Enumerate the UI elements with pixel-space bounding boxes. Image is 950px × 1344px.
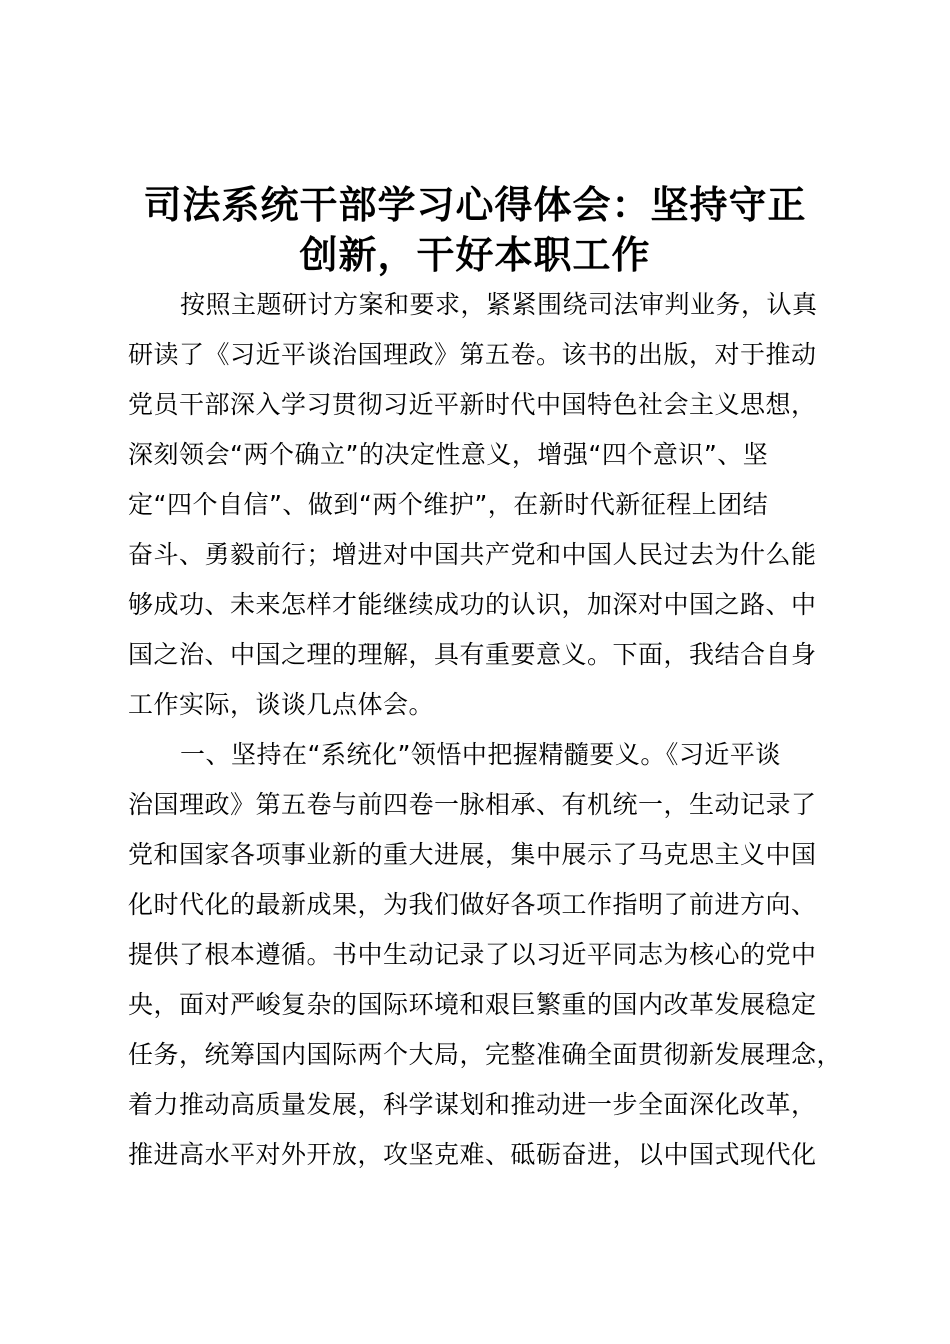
- paragraph-2-line: 央，面对严峻复杂的国际环境和艰巨繁重的国内改革发展稳定: [128, 990, 817, 1019]
- paragraph-2-line: 治国理政》第五卷与前四卷一脉相承、有机统一，生动记录了: [128, 790, 817, 819]
- paragraph-2-line: 一、坚持在“系统化”领悟中把握精髓要义。《习近平谈: [180, 740, 781, 769]
- paragraph-1-line: 工作实际，谈谈几点体会。: [128, 690, 435, 719]
- paragraph-1-line: 够成功、未来怎样才能继续成功的认识，加深对中国之路、中: [128, 590, 817, 619]
- paragraph-2-line: 化时代化的最新成果，为我们做好各项工作指明了前进方向、: [128, 890, 817, 919]
- paragraph-1-line: 奋斗、勇毅前行；增进对中国共产党和中国人民过去为什么能: [128, 540, 817, 569]
- paragraph-2-line: 推进高水平对外开放，攻坚克难、砥砺奋进，以中国式现代化: [128, 1140, 817, 1169]
- paragraph-1-line: 国之治、中国之理的理解，具有重要意义。下面，我结合自身: [128, 640, 817, 669]
- document-body: [128, 280, 868, 1180]
- paragraph-2-line: 着力推动高质量发展，科学谋划和推动进一步全面深化改革，: [128, 1090, 817, 1119]
- title-line-1: 司法系统干部学习心得体会：坚持守正: [143, 182, 807, 227]
- title-line-2: 创新，干好本职工作: [299, 232, 651, 277]
- paragraph-2-line: 提供了根本遵循。书中生动记录了以习近平同志为核心的党中: [128, 940, 817, 969]
- paragraph-1-line: 研读了《习近平谈治国理政》第五卷。该书的出版，对于推动: [128, 340, 817, 369]
- paragraph-1-line: 按照主题研讨方案和要求，紧紧围绕司法审判业务，认真: [180, 290, 818, 319]
- paragraph-2-line: 党和国家各项事业新的重大进展，集中展示了马克思主义中国: [128, 840, 817, 869]
- document-title: [110, 180, 840, 280]
- paragraph-1-line: 深刻领会“两个确立”的决定性意义，增强“四个意识”、坚: [128, 440, 769, 469]
- paragraph-1-line: 定“四个自信”、做到“两个维护”，在新时代新征程上团结: [128, 490, 769, 519]
- paragraph-2-line: 任务，统筹国内国际两个大局，完整准确全面贯彻新发展理念，: [128, 1040, 843, 1069]
- paragraph-1-line: 党员干部深入学习贯彻习近平新时代中国特色社会主义思想，: [128, 390, 817, 419]
